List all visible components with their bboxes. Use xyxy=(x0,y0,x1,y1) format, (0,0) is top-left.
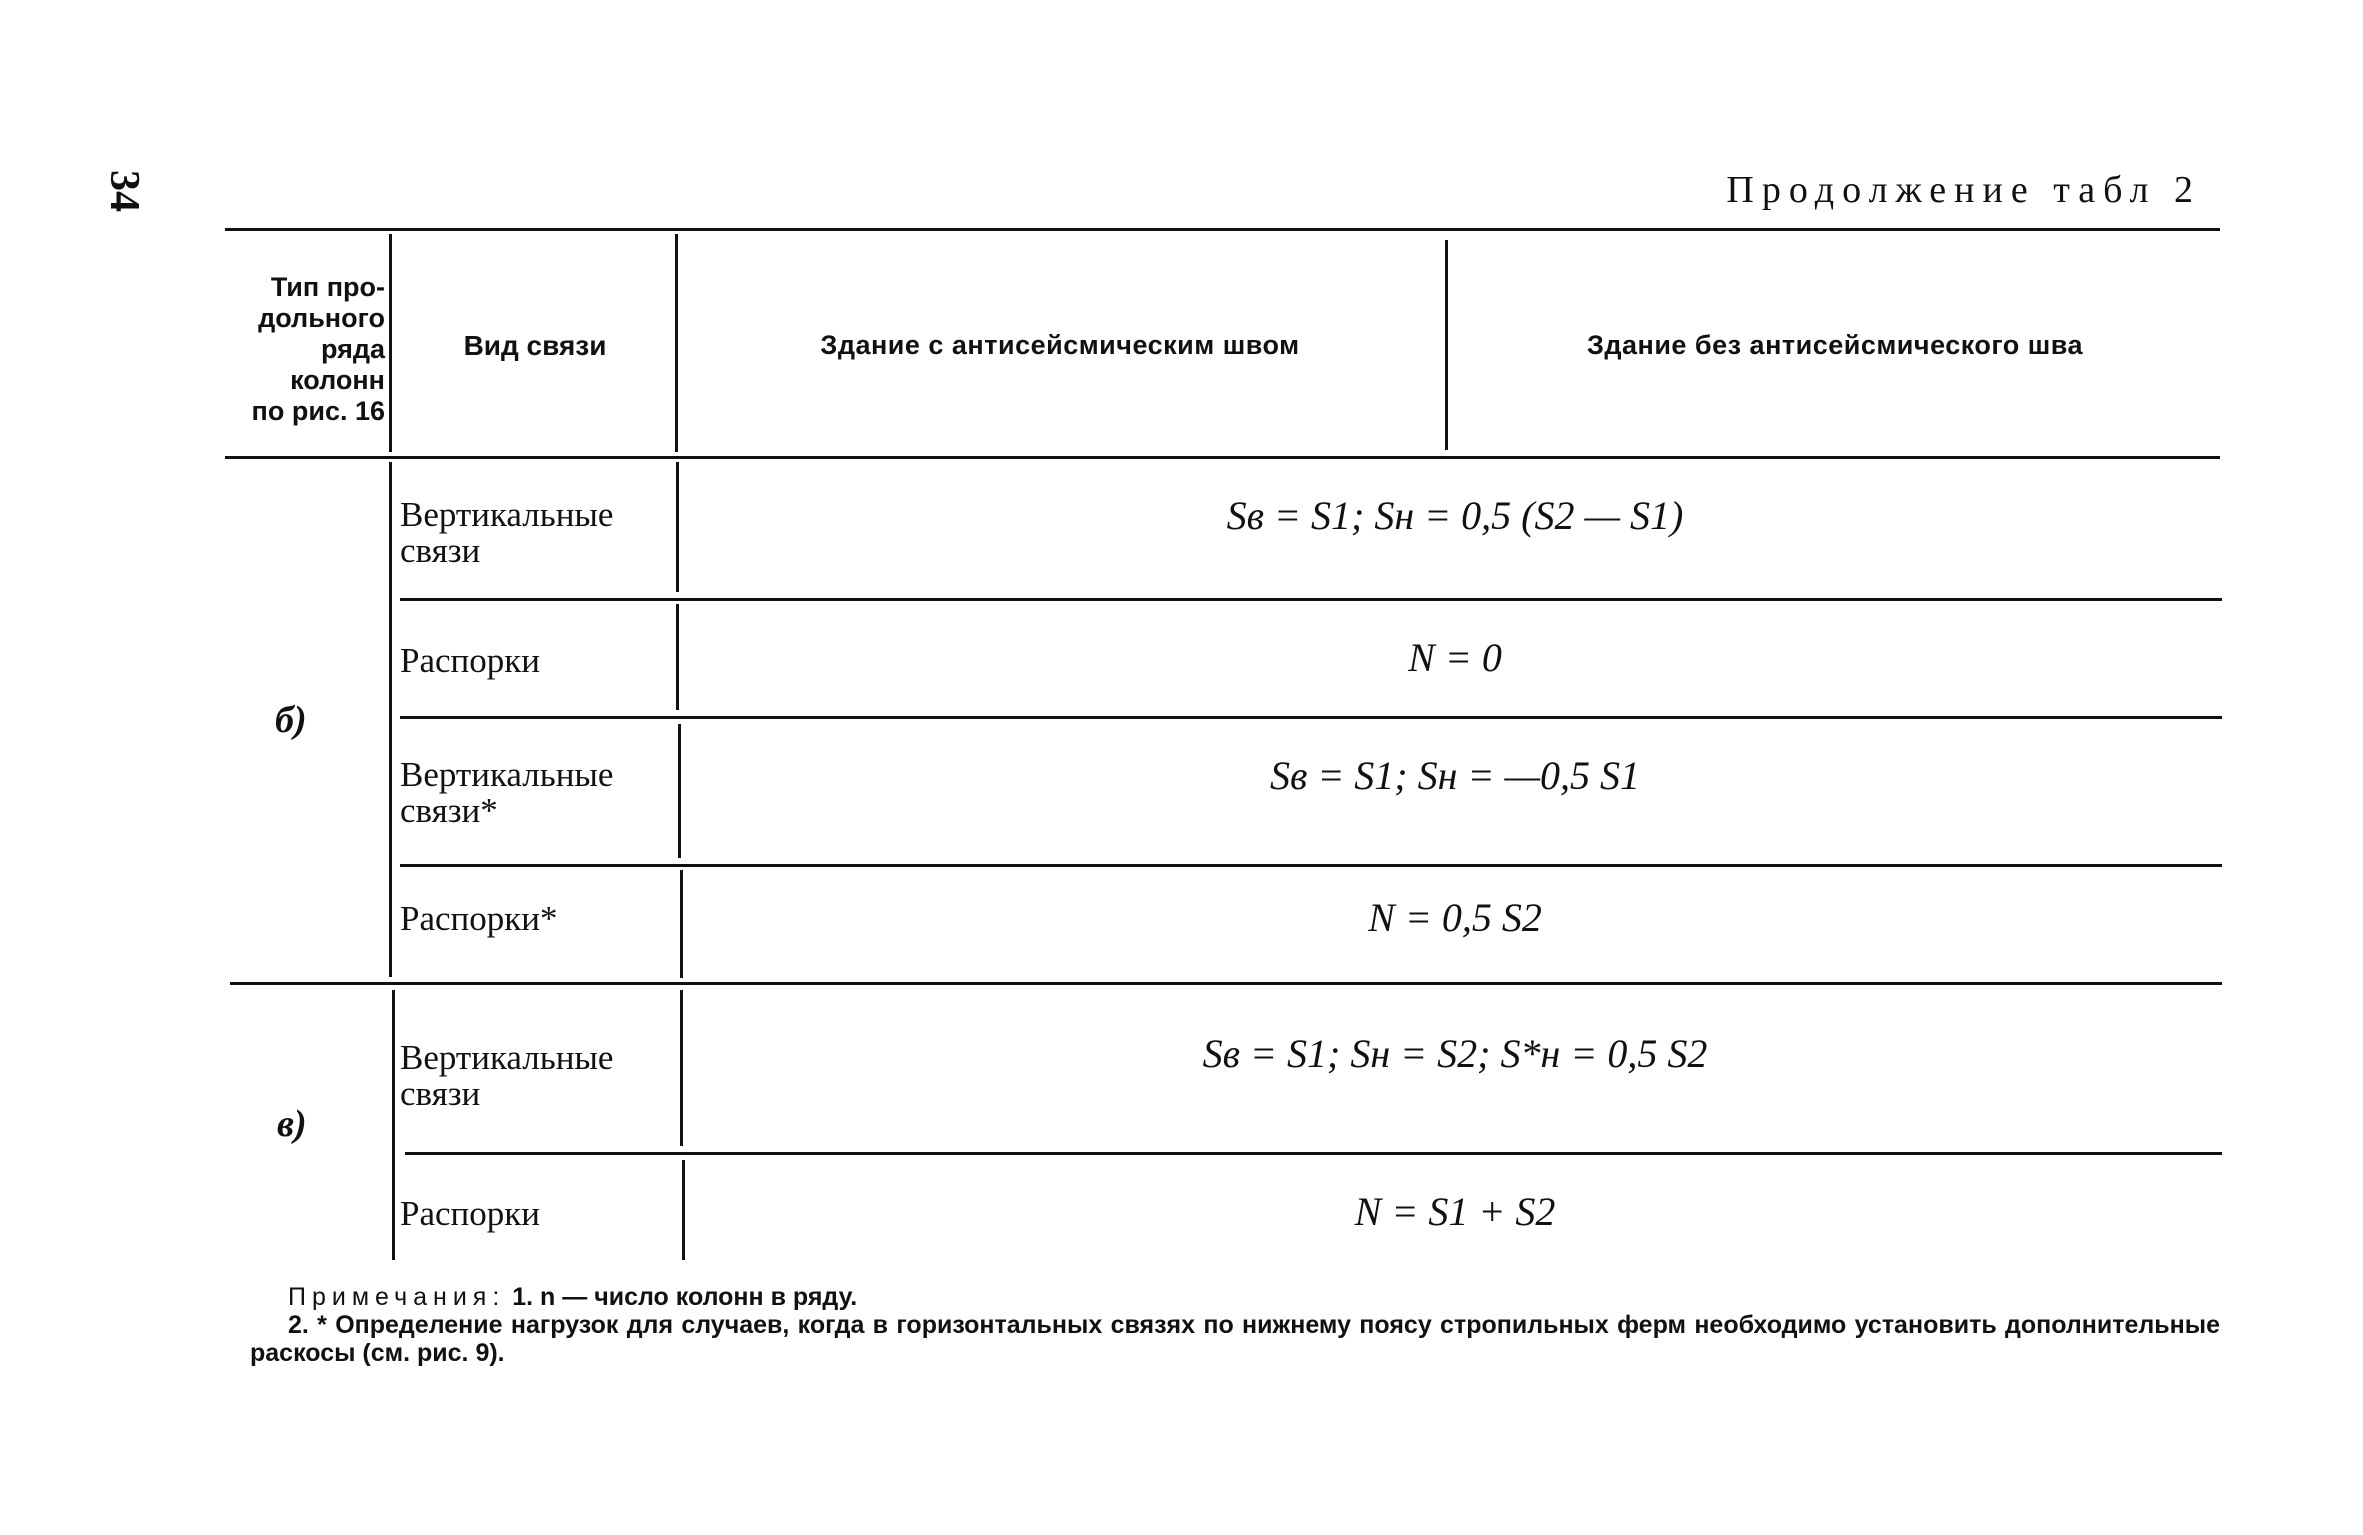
row-label-line: Вертикальные xyxy=(400,495,614,534)
col-divider xyxy=(389,462,392,977)
row-formula: N = 0 xyxy=(1408,635,1502,680)
row-label-line: Распорки xyxy=(400,641,540,680)
col-divider xyxy=(392,990,395,1260)
header-link-type: Вид связи xyxy=(463,330,607,361)
note-1-text: 1. n — число колонн в ряду. xyxy=(512,1283,858,1311)
row-label xyxy=(400,901,558,937)
row-divider xyxy=(405,1152,2222,1155)
col-divider xyxy=(675,234,678,452)
table-top-rule xyxy=(225,228,2220,231)
header-type-line: ряда xyxy=(320,334,385,364)
col-divider xyxy=(389,234,392,452)
row-label xyxy=(400,1196,540,1232)
col-divider xyxy=(680,990,683,1146)
table-continuation-caption: Продолжение табл 2 xyxy=(1726,169,2201,211)
row-label xyxy=(400,643,540,679)
col-divider xyxy=(678,724,681,858)
col-divider xyxy=(680,870,683,978)
header-type-line: дольного xyxy=(258,303,385,333)
row-formula: Sв = S1; Sн = S2; S*н = 0,5 S2 xyxy=(1202,1031,1708,1076)
group-divider xyxy=(230,982,2222,985)
header-type-line: по рис. 16 xyxy=(251,396,385,426)
note-2: 2. * Определение нагрузок для случаев, когда в горизонтальных связях по нижнему поясу стропильных ферм необходимо установить дополнительные раскосы (см. рис. 9). xyxy=(250,1311,2220,1367)
row-label-line: связи xyxy=(400,1074,481,1113)
row-label xyxy=(400,757,613,829)
header-bottom-rule xyxy=(225,456,2220,459)
row-divider xyxy=(400,716,2222,719)
header-without-seam: Здание без антисейсмического шва xyxy=(1586,330,2084,360)
row-label-line: Вертикальные xyxy=(400,1038,614,1077)
row-formula: N = S1 + S2 xyxy=(1354,1189,1556,1234)
row-label xyxy=(400,497,613,569)
row-divider xyxy=(400,598,2222,601)
group-label-v: в) xyxy=(277,1103,307,1145)
note-1 xyxy=(250,1283,2220,1311)
notes-heading: Примечания: xyxy=(288,1283,506,1311)
col-divider xyxy=(1445,240,1448,450)
row-label-line: Вертикальные xyxy=(400,755,614,794)
row-formula: Sв = S1; Sн = 0,5 (S2 — S1) xyxy=(1226,493,1684,538)
page-number: 34 xyxy=(101,170,147,212)
row-label-line: связи* xyxy=(400,791,498,830)
col-divider xyxy=(676,604,679,710)
row-formula: Sв = S1; Sн = —0,5 S1 xyxy=(1269,753,1641,798)
col-divider xyxy=(682,1160,685,1260)
row-formula: N = 0,5 S2 xyxy=(1368,895,1542,940)
header-column-type xyxy=(205,272,385,427)
row-label-line: Распорки xyxy=(400,1194,540,1233)
row-label-line: связи xyxy=(400,531,481,570)
header-type-line: Тип про- xyxy=(270,272,385,302)
table-notes xyxy=(250,1283,2220,1367)
col-divider xyxy=(676,462,679,592)
header-type-line: колонн xyxy=(290,365,385,395)
header-with-seam: Здание с антисейсмическим швом xyxy=(820,330,1300,360)
row-label xyxy=(400,1040,613,1112)
row-label-line: Распорки* xyxy=(400,899,558,938)
row-divider xyxy=(400,864,2222,867)
group-label-b: б) xyxy=(275,699,307,741)
